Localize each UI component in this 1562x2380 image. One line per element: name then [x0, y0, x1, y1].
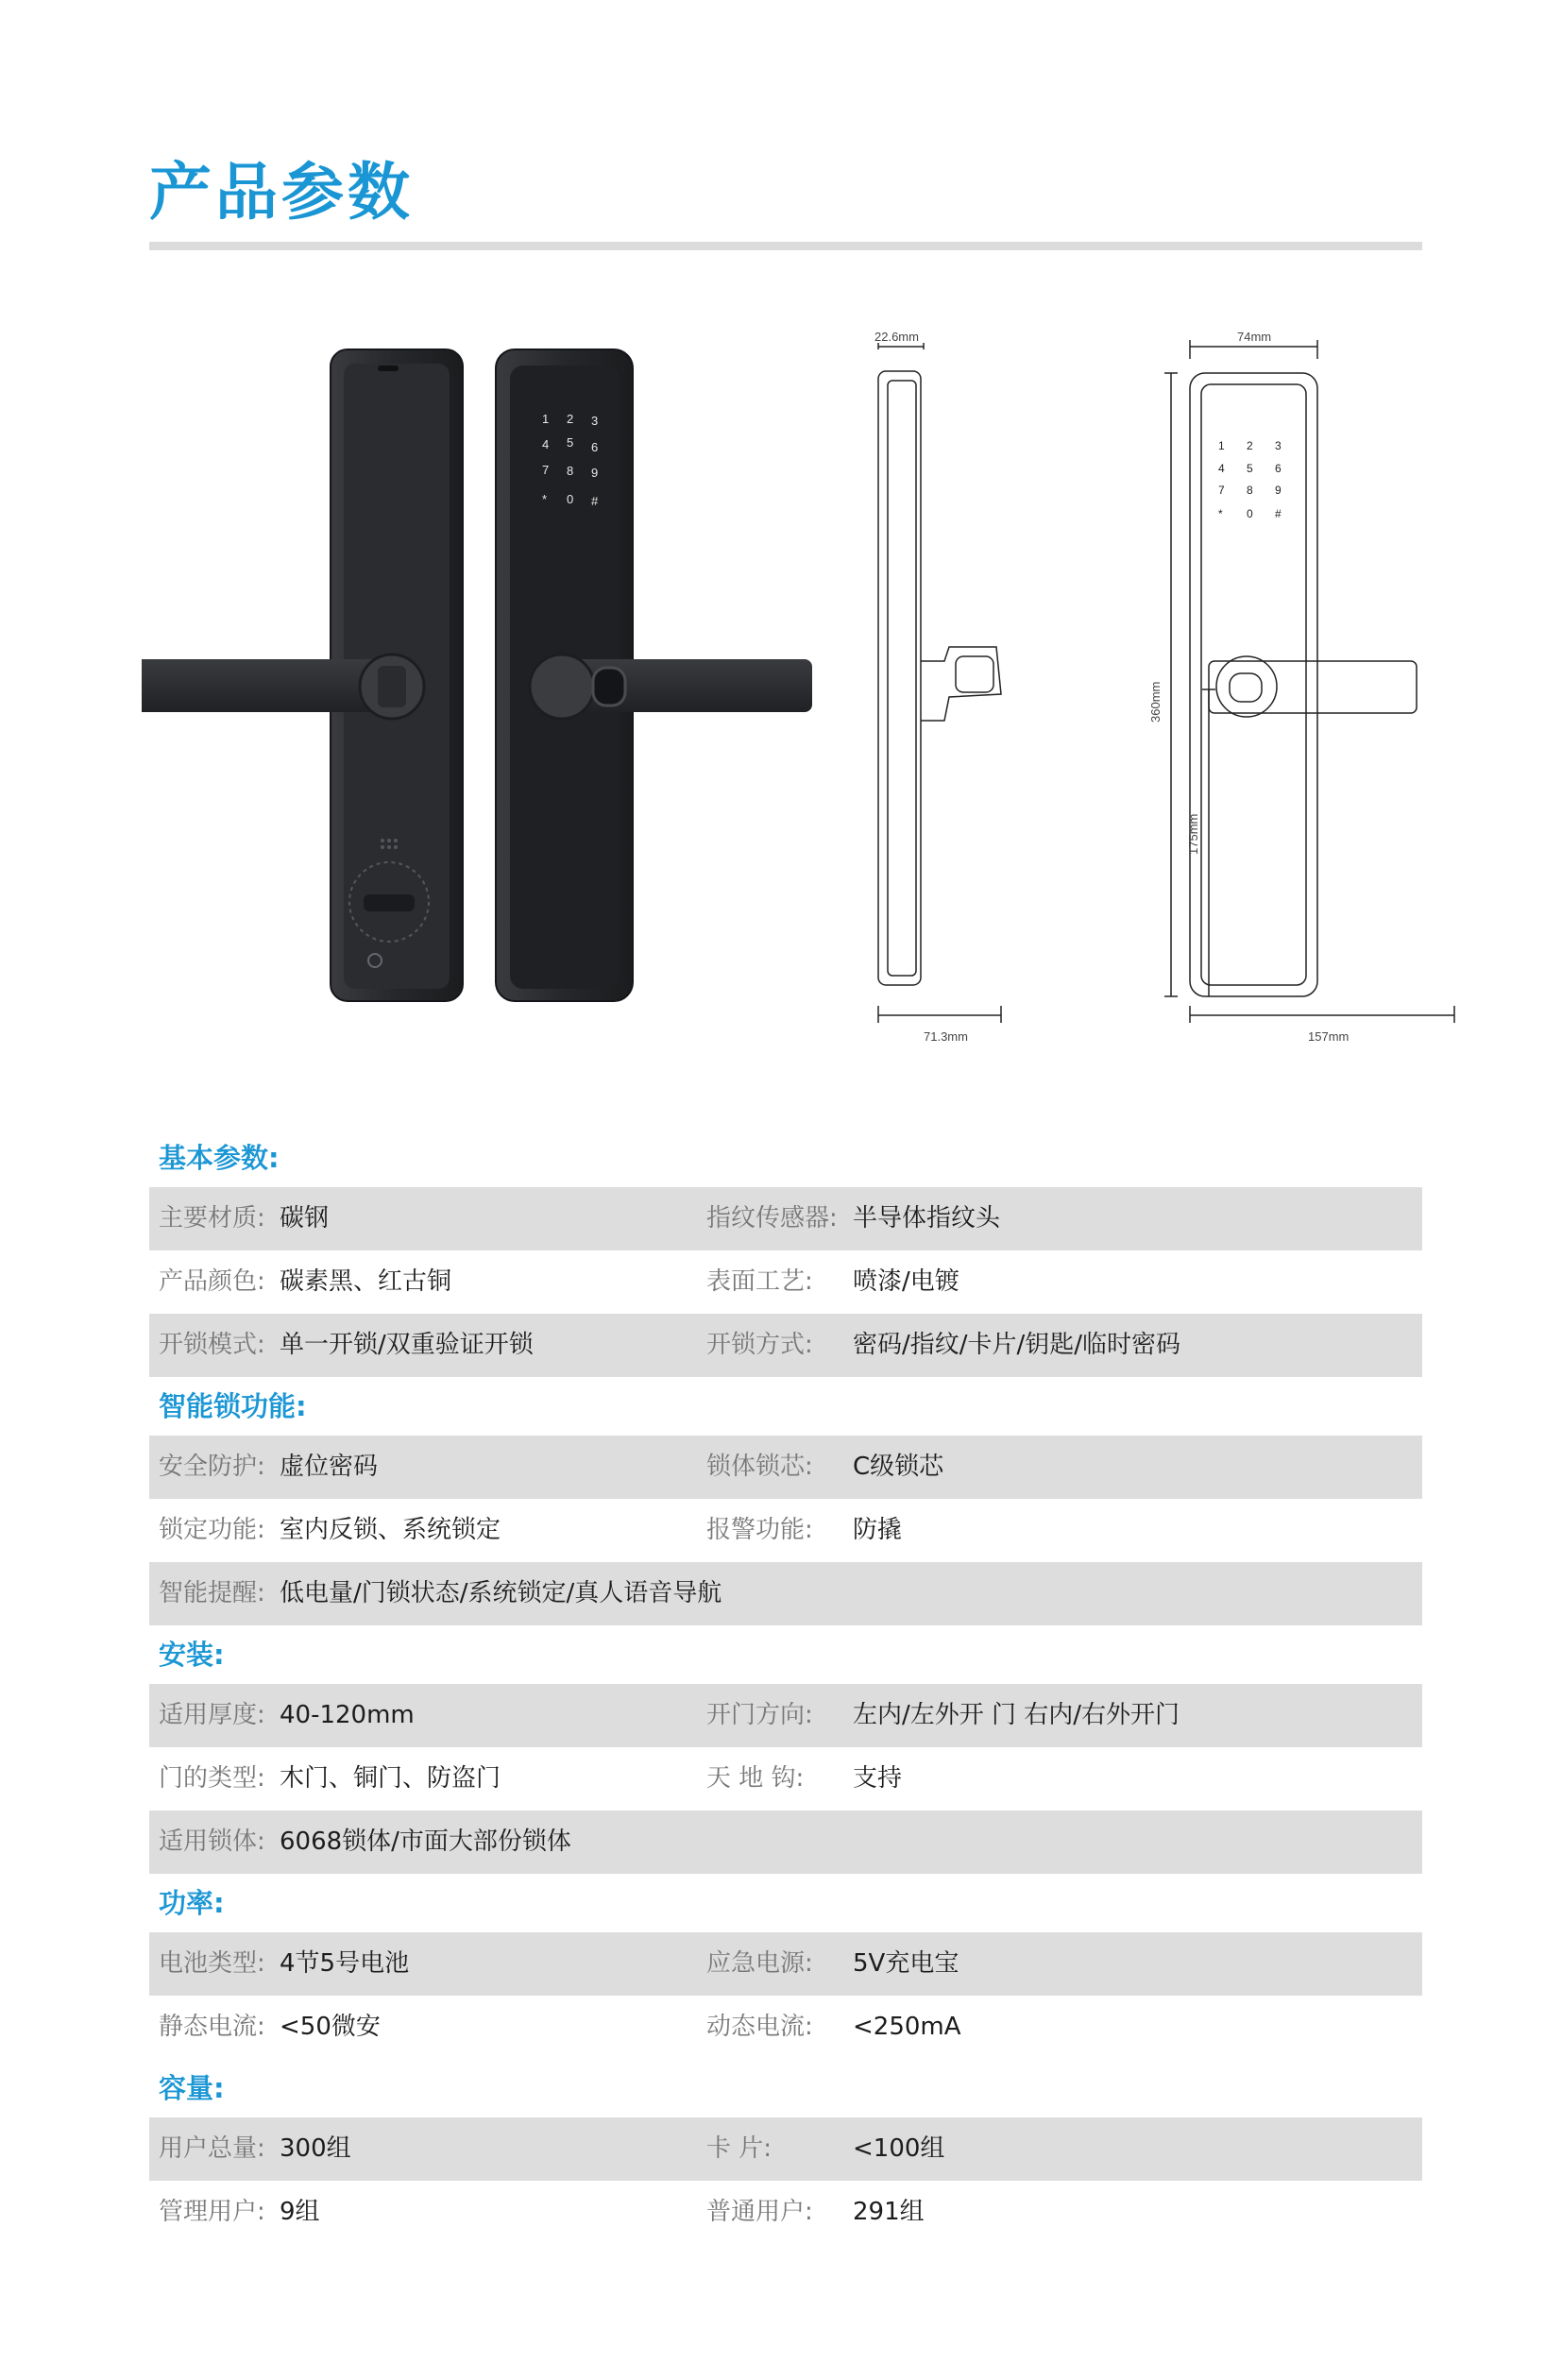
spec-value: <50微安 [280, 2013, 381, 2041]
svg-text:5: 5 [1247, 462, 1253, 475]
spec-label: 普通用户: [706, 2198, 813, 2226]
dim-front-top: 74mm [1237, 330, 1272, 344]
front-drawing-keypad [1218, 439, 1282, 520]
spec-value: 左内/左外开 门 右内/右外开门 [853, 1701, 1180, 1729]
svg-text:8: 8 [1247, 484, 1253, 497]
spec-value: 300组 [280, 2134, 351, 2163]
dim-front-bottom: 157mm [1308, 1029, 1350, 1044]
spec-label: 锁体锁芯: [706, 1453, 813, 1481]
spec-label: 管理用户: [159, 2198, 265, 2226]
front-view-drawing [1164, 340, 1454, 1023]
spec-label: 卡 片: [706, 2134, 773, 2163]
spec-value: <100组 [853, 2134, 945, 2163]
spec-value: 低电量/门锁状态/系统锁定/真人语音导航 [280, 1579, 722, 1607]
lock-back-photo [142, 349, 463, 1001]
side-view-drawing [878, 343, 1001, 1023]
spec-value: 5V充电宝 [853, 1949, 959, 1978]
spec-value: 木门、铜门、防盗门 [280, 1764, 501, 1793]
spec-value: 291组 [853, 2198, 925, 2226]
svg-text:1: 1 [542, 412, 550, 426]
spec-label: 适用锁体: [159, 1828, 265, 1856]
spec-value: 6068锁体/市面大部份锁体 [280, 1828, 571, 1856]
section-heading: 容量: [159, 2072, 225, 2104]
svg-text:*: * [542, 492, 548, 506]
spec-label: 开锁方式: [706, 1331, 813, 1359]
svg-text:7: 7 [1218, 484, 1225, 497]
svg-text:1: 1 [1218, 439, 1225, 452]
spec-table [149, 1129, 1422, 2244]
spec-label: 门的类型: [159, 1764, 265, 1793]
svg-text:3: 3 [1275, 439, 1282, 452]
spec-label: 电池类型: [159, 1949, 265, 1978]
spec-label: 天 地 钩: [706, 1764, 805, 1793]
spec-label: 用户总量: [159, 2134, 265, 2163]
svg-text:6: 6 [1275, 462, 1282, 475]
spec-value: 密码/指纹/卡片/钥匙/临时密码 [853, 1331, 1181, 1359]
spec-row [149, 1996, 1422, 2059]
dim-side-bottom: 71.3mm [924, 1029, 968, 1044]
spec-value: 4节5号电池 [280, 1949, 410, 1978]
section-heading: 智能锁功能: [159, 1390, 307, 1422]
spec-label: 动态电流: [706, 2013, 813, 2041]
svg-text:2: 2 [1247, 439, 1253, 452]
spec-value: 室内反锁、系统锁定 [280, 1516, 501, 1544]
dim-front-handle-height: 175mm [1186, 813, 1200, 855]
spec-value: C级锁芯 [853, 1453, 944, 1481]
svg-text:9: 9 [591, 466, 599, 480]
spec-value: 虚位密码 [280, 1453, 379, 1481]
spec-row [149, 1436, 1422, 1499]
spec-row [149, 1250, 1422, 1314]
spec-label: 主要材质: [159, 1204, 265, 1232]
svg-text:4: 4 [1218, 462, 1225, 475]
svg-text:7: 7 [542, 463, 550, 477]
spec-value: 支持 [853, 1764, 903, 1793]
spec-row [149, 1499, 1422, 1562]
svg-text:2: 2 [567, 412, 574, 426]
spec-value: <250mA [853, 2013, 961, 2041]
spec-value: 40-120mm [280, 1701, 415, 1729]
spec-row [149, 2181, 1422, 2244]
spec-value: 半导体指纹头 [853, 1204, 1001, 1232]
spec-value: 碳素黑、红古铜 [280, 1267, 452, 1296]
spec-label: 表面工艺: [706, 1267, 813, 1296]
svg-text:4: 4 [542, 437, 550, 451]
spec-row [149, 1810, 1422, 1874]
svg-text:9: 9 [1275, 484, 1282, 497]
dim-front-height: 360mm [1148, 681, 1163, 722]
spec-row [149, 1684, 1422, 1747]
spec-value: 9组 [280, 2198, 320, 2226]
spec-row [149, 1314, 1422, 1377]
svg-text:#: # [591, 494, 599, 508]
lock-front-photo [496, 349, 812, 1001]
product-drawing [142, 326, 1483, 1062]
svg-text:5: 5 [567, 435, 574, 450]
spec-value: 单一开锁/双重验证开锁 [280, 1331, 534, 1359]
page-title: 产品参数 [149, 156, 414, 229]
spec-label: 安全防护: [159, 1453, 265, 1481]
spec-label: 开锁模式: [159, 1331, 265, 1359]
spec-label: 指纹传感器: [706, 1204, 838, 1232]
spec-label: 静态电流: [159, 2013, 265, 2041]
svg-text:8: 8 [567, 464, 574, 478]
spec-label: 适用厚度: [159, 1701, 265, 1729]
spec-value: 喷漆/电镀 [853, 1267, 959, 1296]
svg-text:0: 0 [567, 492, 574, 506]
svg-text:#: # [1275, 507, 1282, 520]
svg-text:3: 3 [591, 414, 599, 428]
spec-label: 应急电源: [706, 1949, 813, 1978]
section-heading: 安装: [159, 1639, 225, 1671]
spec-label: 产品颜色: [159, 1267, 265, 1296]
svg-text:*: * [1218, 507, 1223, 520]
spec-row [149, 1562, 1422, 1625]
spec-label: 锁定功能: [159, 1516, 265, 1544]
spec-row [149, 1187, 1422, 1250]
spec-row [149, 1932, 1422, 1996]
spec-value: 防撬 [853, 1516, 903, 1544]
spec-label: 智能提醒: [159, 1579, 265, 1607]
spec-label: 报警功能: [706, 1516, 813, 1544]
spec-label: 开门方向: [706, 1701, 813, 1729]
spec-row [149, 2117, 1422, 2181]
dim-side-top: 22.6mm [874, 330, 919, 344]
section-heading: 基本参数: [159, 1142, 280, 1174]
svg-text:6: 6 [591, 440, 599, 454]
title-divider [149, 242, 1422, 250]
spec-value: 碳钢 [280, 1204, 330, 1232]
svg-text:0: 0 [1247, 507, 1253, 520]
section-heading: 功率: [159, 1887, 225, 1919]
product-figures [142, 326, 1483, 1062]
spec-row [149, 1747, 1422, 1810]
